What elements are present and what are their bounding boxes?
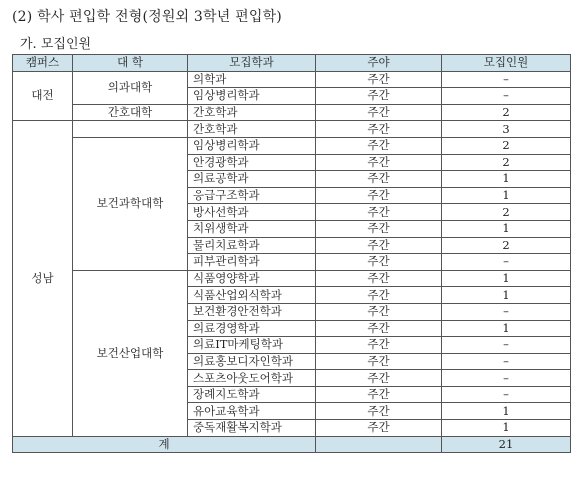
quota-cell: 1: [442, 187, 571, 204]
quota-cell: 2: [442, 104, 571, 121]
quota-cell: –: [442, 303, 571, 320]
department-cell: 보건환경안전학과: [188, 303, 316, 320]
day-night-cell: 주간: [316, 220, 442, 237]
department-cell: 식품영양학과: [188, 270, 316, 287]
quota-cell: 1: [442, 403, 571, 420]
day-night-cell: 주간: [316, 121, 442, 138]
department-cell: 의료경영학과: [188, 320, 316, 337]
quota-cell: 2: [442, 237, 571, 254]
header-department: 모집학과: [188, 55, 316, 72]
department-cell: 의료공학과: [188, 171, 316, 188]
college-cell: 간호대학: [73, 104, 188, 121]
college-cell: [73, 121, 188, 138]
day-night-cell: 주간: [316, 137, 442, 154]
quota-cell: –: [442, 88, 571, 105]
department-cell: 식품산업외식학과: [188, 287, 316, 304]
table-row: [13, 71, 571, 88]
quota-cell: –: [442, 337, 571, 354]
day-night-cell: 주간: [316, 353, 442, 370]
table-row: [13, 270, 571, 287]
department-cell: 안경광학과: [188, 154, 316, 171]
header-day-night: 주야: [316, 55, 442, 72]
quota-cell: 1: [442, 270, 571, 287]
department-cell: 물리치료학과: [188, 237, 316, 254]
quota-cell: –: [442, 353, 571, 370]
quota-cell: –: [442, 254, 571, 271]
department-cell: 중독재활복지학과: [188, 420, 316, 437]
quota-cell: 1: [442, 320, 571, 337]
day-night-cell: 주간: [316, 320, 442, 337]
day-night-cell: 주간: [316, 370, 442, 387]
day-night-cell: 주간: [316, 254, 442, 271]
day-night-cell: 주간: [316, 171, 442, 188]
department-cell: 임상병리학과: [188, 137, 316, 154]
department-cell: 장례지도학과: [188, 386, 316, 403]
total-label: 계: [13, 436, 316, 453]
day-night-cell: 주간: [316, 237, 442, 254]
total-row: [13, 436, 571, 453]
college-cell: 보건과학대학: [73, 137, 188, 270]
day-night-cell: 주간: [316, 420, 442, 437]
day-night-cell: 주간: [316, 287, 442, 304]
quota-cell: 2: [442, 204, 571, 221]
day-night-cell: 주간: [316, 270, 442, 287]
quota-cell: 2: [442, 137, 571, 154]
table-row: [13, 104, 571, 121]
header-campus: 캠퍼스: [13, 55, 73, 72]
quota-cell: 3: [442, 121, 571, 138]
department-cell: 간호학과: [188, 121, 316, 138]
campus-cell: 대전: [13, 71, 73, 121]
section-subtitle: 가. 모집인원: [20, 37, 92, 52]
department-cell: 의료홍보디자인학과: [188, 353, 316, 370]
day-night-cell: 주간: [316, 187, 442, 204]
college-cell: 의과대학: [73, 71, 188, 104]
quota-cell: –: [442, 370, 571, 387]
day-night-cell: 주간: [316, 154, 442, 171]
header-quota: 모집인원: [442, 55, 571, 72]
day-night-cell: 주간: [316, 337, 442, 354]
day-night-cell: 주간: [316, 303, 442, 320]
quota-cell: 1: [442, 220, 571, 237]
table-body: [13, 71, 571, 436]
department-cell: 간호학과: [188, 104, 316, 121]
quota-cell: –: [442, 71, 571, 88]
department-cell: 의학과: [188, 71, 316, 88]
day-night-cell: 주간: [316, 88, 442, 105]
department-cell: 방사선학과: [188, 204, 316, 221]
quota-cell: 2: [442, 154, 571, 171]
day-night-cell: 주간: [316, 403, 442, 420]
department-cell: 의료IT마케팅학과: [188, 337, 316, 354]
day-night-cell: 주간: [316, 204, 442, 221]
college-cell: 보건산업대학: [73, 270, 188, 436]
table-row: [13, 137, 571, 154]
department-cell: 유아교육학과: [188, 403, 316, 420]
day-night-cell: 주간: [316, 71, 442, 88]
department-cell: 임상병리학과: [188, 88, 316, 105]
total-value: 21: [442, 436, 571, 453]
quota-cell: –: [442, 386, 571, 403]
table-row: [13, 121, 571, 138]
department-cell: 스포츠아웃도어학과: [188, 370, 316, 387]
table-header-row: [13, 55, 571, 72]
department-cell: 피부관리학과: [188, 254, 316, 271]
campus-cell: 성남: [13, 121, 73, 436]
quota-cell: 1: [442, 420, 571, 437]
recruitment-table: [12, 54, 571, 453]
quota-cell: 1: [442, 287, 571, 304]
total-empty: [316, 436, 442, 453]
department-cell: 치위생학과: [188, 220, 316, 237]
quota-cell: 1: [442, 171, 571, 188]
page-title: (2) 학사 편입학 전형(정원외 3학년 편입학): [12, 9, 282, 25]
header-college: 대 학: [73, 55, 188, 72]
day-night-cell: 주간: [316, 386, 442, 403]
day-night-cell: 주간: [316, 104, 442, 121]
department-cell: 응급구조학과: [188, 187, 316, 204]
